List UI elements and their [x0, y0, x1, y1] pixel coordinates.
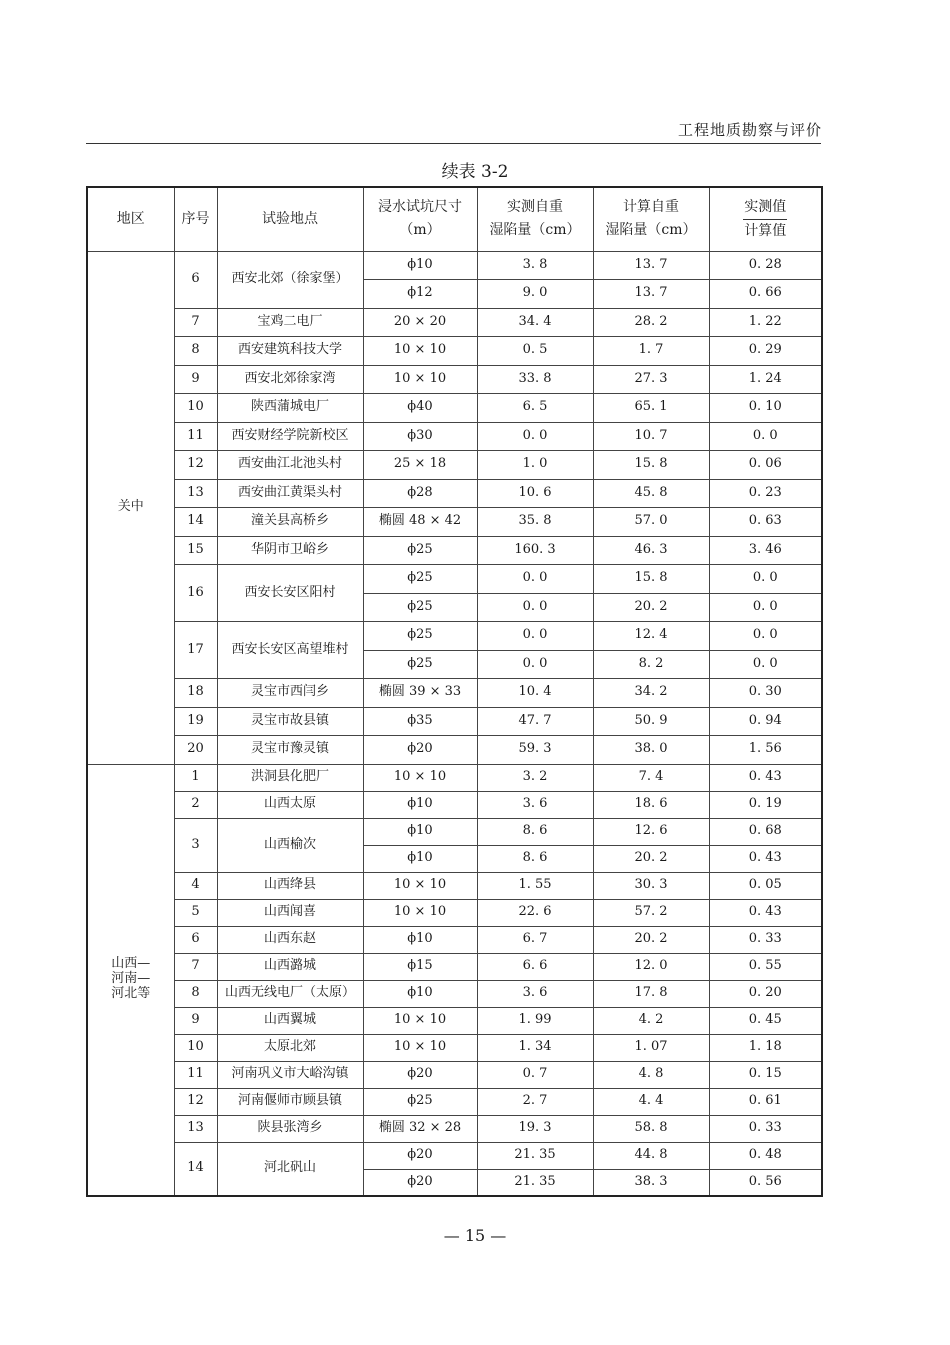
table-row — [87, 422, 822, 451]
site-cell: 西安财经学院新校区 — [217, 422, 363, 451]
seq-cell: 12 — [174, 1088, 217, 1115]
site-cell: 宝鸡二电厂 — [217, 308, 363, 337]
table-row — [87, 1007, 822, 1034]
ratio-cell: 0. 56 — [709, 1169, 822, 1196]
calculated-cell: 10. 7 — [593, 422, 709, 451]
table-row — [87, 980, 822, 1007]
table-row — [87, 1061, 822, 1088]
calculated-cell: 30. 3 — [593, 872, 709, 899]
site-cell: 陕西蒲城电厂 — [217, 394, 363, 423]
seq-cell: 18 — [174, 679, 217, 708]
site-cell: 河北矾山 — [217, 1142, 363, 1196]
seq-cell: 9 — [174, 1007, 217, 1034]
pit-size-cell: ϕ25 — [363, 565, 477, 594]
pit-size-cell: ϕ25 — [363, 650, 477, 679]
seq-cell: 17 — [174, 622, 217, 679]
calculated-cell: 65. 1 — [593, 394, 709, 423]
pit-size-line2: （m） — [399, 222, 441, 239]
ratio-cell: 0. 45 — [709, 1007, 822, 1034]
calculated-cell: 12. 6 — [593, 818, 709, 845]
calculated-cell: 27. 3 — [593, 365, 709, 394]
site-cell: 西安长安区阳村 — [217, 565, 363, 622]
calculated-cell: 20. 2 — [593, 845, 709, 872]
ratio-cell: 0. 43 — [709, 764, 822, 791]
measured-cell: 1. 34 — [477, 1034, 593, 1061]
col-header-site: 试验地点 — [217, 187, 363, 251]
seq-cell: 11 — [174, 1061, 217, 1088]
running-header: 工程地质勘察与评价 — [677, 121, 822, 139]
seq-cell: 8 — [174, 980, 217, 1007]
calculated-cell: 46. 3 — [593, 536, 709, 565]
seq-cell: 2 — [174, 791, 217, 818]
col-header-measured — [477, 187, 593, 251]
pit-size-cell: 椭圆 39 × 33 — [363, 679, 477, 708]
calculated-cell: 7. 4 — [593, 764, 709, 791]
measured-cell: 6. 7 — [477, 926, 593, 953]
seq-cell: 9 — [174, 365, 217, 394]
table-row — [87, 565, 822, 594]
measured-cell: 10. 4 — [477, 679, 593, 708]
calculated-cell: 57. 0 — [593, 508, 709, 537]
ratio-cell: 0. 61 — [709, 1088, 822, 1115]
pit-size-cell: ϕ25 — [363, 622, 477, 651]
pit-size-cell: 椭圆 48 × 42 — [363, 508, 477, 537]
ratio-cell: 0. 0 — [709, 650, 822, 679]
measured-cell: 3. 6 — [477, 980, 593, 1007]
ratio-denominator: 计算值 — [744, 222, 787, 239]
region-cell — [87, 251, 174, 764]
table-row — [87, 479, 822, 508]
measured-cell: 47. 7 — [477, 707, 593, 736]
measured-cell: 10. 6 — [477, 479, 593, 508]
calculated-line2: 湿陷量（cm） — [605, 222, 697, 239]
site-cell: 山西潞城 — [217, 953, 363, 980]
measured-cell: 3. 8 — [477, 251, 593, 280]
measured-cell: 8. 6 — [477, 818, 593, 845]
ratio-fraction — [743, 196, 787, 243]
ratio-cell: 0. 28 — [709, 251, 822, 280]
ratio-cell: 0. 20 — [709, 980, 822, 1007]
seq-cell: 7 — [174, 308, 217, 337]
measured-cell: 3. 6 — [477, 791, 593, 818]
ratio-cell: 0. 05 — [709, 872, 822, 899]
measured-cell: 8. 6 — [477, 845, 593, 872]
site-cell: 山西闻喜 — [217, 899, 363, 926]
seq-cell: 15 — [174, 536, 217, 565]
pit-size-cell: ϕ40 — [363, 394, 477, 423]
pit-size-cell: ϕ15 — [363, 953, 477, 980]
table-row — [87, 622, 822, 651]
table-row — [87, 1115, 822, 1142]
site-cell: 河南巩义市大峪沟镇 — [217, 1061, 363, 1088]
table-row — [87, 953, 822, 980]
pit-size-cell: ϕ10 — [363, 791, 477, 818]
table-row — [87, 536, 822, 565]
calculated-cell: 45. 8 — [593, 479, 709, 508]
seq-cell: 19 — [174, 707, 217, 736]
calculated-cell: 17. 8 — [593, 980, 709, 1007]
seq-cell: 20 — [174, 736, 217, 765]
measured-cell: 35. 8 — [477, 508, 593, 537]
measured-line2: 湿陷量（cm） — [489, 222, 581, 239]
measured-cell: 0. 0 — [477, 622, 593, 651]
calculated-cell: 44. 8 — [593, 1142, 709, 1169]
calculated-cell: 1. 07 — [593, 1034, 709, 1061]
site-cell: 山西东赵 — [217, 926, 363, 953]
table-row — [87, 899, 822, 926]
measured-cell: 0. 0 — [477, 422, 593, 451]
calculated-cell: 20. 2 — [593, 926, 709, 953]
ratio-cell: 0. 29 — [709, 337, 822, 366]
pit-size-cell: ϕ25 — [363, 536, 477, 565]
pit-size-cell: ϕ10 — [363, 251, 477, 280]
measured-cell: 22. 6 — [477, 899, 593, 926]
measured-cell: 160. 3 — [477, 536, 593, 565]
region-label: 河南— — [111, 971, 151, 987]
site-cell: 灵宝市故县镇 — [217, 707, 363, 736]
pit-size-cell: ϕ10 — [363, 926, 477, 953]
pit-size-cell: 10 × 10 — [363, 872, 477, 899]
table-row — [87, 394, 822, 423]
ratio-cell: 0. 33 — [709, 926, 822, 953]
table-row — [87, 679, 822, 708]
table-row — [87, 337, 822, 366]
site-cell: 西安长安区高望堆村 — [217, 622, 363, 679]
pit-size-line1: 浸水试坑尺寸 — [378, 199, 462, 216]
site-cell: 山西翼城 — [217, 1007, 363, 1034]
table-row — [87, 764, 822, 791]
calculated-cell: 12. 0 — [593, 953, 709, 980]
seq-cell: 10 — [174, 1034, 217, 1061]
table-row — [87, 1088, 822, 1115]
ratio-cell: 0. 66 — [709, 280, 822, 309]
calculated-cell: 34. 2 — [593, 679, 709, 708]
region-label: 关中 — [117, 499, 144, 515]
seq-cell: 13 — [174, 479, 217, 508]
seq-cell: 8 — [174, 337, 217, 366]
calculated-line1: 计算自重 — [623, 199, 679, 216]
ratio-cell: 0. 23 — [709, 479, 822, 508]
seq-cell: 5 — [174, 899, 217, 926]
table-row — [87, 1142, 822, 1169]
site-cell: 太原北郊 — [217, 1034, 363, 1061]
ratio-cell: 1. 24 — [709, 365, 822, 394]
col-header-seq: 序号 — [174, 187, 217, 251]
measured-cell: 0. 5 — [477, 337, 593, 366]
table-row — [87, 818, 822, 845]
ratio-cell: 0. 43 — [709, 845, 822, 872]
pit-size-cell: ϕ30 — [363, 422, 477, 451]
ratio-cell: 0. 55 — [709, 953, 822, 980]
measured-cell: 0. 0 — [477, 650, 593, 679]
table-row — [87, 365, 822, 394]
pit-size-cell: 10 × 10 — [363, 337, 477, 366]
measured-cell: 34. 4 — [477, 308, 593, 337]
ratio-cell: 0. 30 — [709, 679, 822, 708]
measured-cell: 3. 2 — [477, 764, 593, 791]
ratio-cell: 1. 22 — [709, 308, 822, 337]
table-row — [87, 508, 822, 537]
table-row — [87, 251, 822, 280]
pit-size-cell: ϕ20 — [363, 736, 477, 765]
table-row — [87, 451, 822, 480]
header-rule — [86, 143, 821, 144]
seq-cell: 12 — [174, 451, 217, 480]
calculated-cell: 15. 8 — [593, 565, 709, 594]
measured-cell: 6. 5 — [477, 394, 593, 423]
table-row — [87, 926, 822, 953]
measured-cell: 1. 55 — [477, 872, 593, 899]
ratio-numerator: 实测值 — [743, 196, 787, 220]
seq-cell: 13 — [174, 1115, 217, 1142]
pit-size-cell: ϕ10 — [363, 980, 477, 1007]
calculated-cell: 4. 8 — [593, 1061, 709, 1088]
measured-cell: 21. 35 — [477, 1169, 593, 1196]
measured-cell: 59. 3 — [477, 736, 593, 765]
seq-cell: 10 — [174, 394, 217, 423]
seq-cell: 16 — [174, 565, 217, 622]
table-row — [87, 308, 822, 337]
calculated-cell: 58. 8 — [593, 1115, 709, 1142]
measured-cell: 1. 0 — [477, 451, 593, 480]
calculated-cell: 12. 4 — [593, 622, 709, 651]
col-header-region: 地区 — [87, 187, 174, 251]
table-row — [87, 1034, 822, 1061]
site-cell: 陕县张湾乡 — [217, 1115, 363, 1142]
table-row — [87, 872, 822, 899]
pit-size-cell: ϕ28 — [363, 479, 477, 508]
site-cell: 灵宝市西闫乡 — [217, 679, 363, 708]
site-cell: 西安曲江北池头村 — [217, 451, 363, 480]
pit-size-cell: ϕ20 — [363, 1142, 477, 1169]
seq-cell: 7 — [174, 953, 217, 980]
measured-cell: 2. 7 — [477, 1088, 593, 1115]
ratio-cell: 0. 68 — [709, 818, 822, 845]
ratio-cell: 0. 10 — [709, 394, 822, 423]
site-cell: 河南偃师市顾县镇 — [217, 1088, 363, 1115]
pit-size-cell: ϕ12 — [363, 280, 477, 309]
site-cell: 山西绛县 — [217, 872, 363, 899]
ratio-cell: 0. 48 — [709, 1142, 822, 1169]
measured-cell: 9. 0 — [477, 280, 593, 309]
region-cell — [87, 764, 174, 1196]
site-cell: 山西无线电厂（太原） — [217, 980, 363, 1007]
ratio-cell: 0. 06 — [709, 451, 822, 480]
ratio-cell: 0. 0 — [709, 422, 822, 451]
region-label: 山西— — [111, 956, 151, 972]
ratio-cell: 0. 94 — [709, 707, 822, 736]
calculated-cell: 38. 0 — [593, 736, 709, 765]
ratio-cell: 1. 18 — [709, 1034, 822, 1061]
calculated-cell: 38. 3 — [593, 1169, 709, 1196]
ratio-cell: 0. 15 — [709, 1061, 822, 1088]
table-row — [87, 707, 822, 736]
pit-size-cell: 10 × 10 — [363, 1007, 477, 1034]
site-cell: 西安北郊徐家湾 — [217, 365, 363, 394]
measured-cell: 1. 99 — [477, 1007, 593, 1034]
pit-size-cell: ϕ25 — [363, 593, 477, 622]
pit-size-cell: 10 × 10 — [363, 899, 477, 926]
pit-size-cell: ϕ25 — [363, 1088, 477, 1115]
calculated-cell: 57. 2 — [593, 899, 709, 926]
calculated-cell: 4. 2 — [593, 1007, 709, 1034]
pit-size-cell: 25 × 18 — [363, 451, 477, 480]
table-row — [87, 791, 822, 818]
ratio-cell: 0. 19 — [709, 791, 822, 818]
pit-size-cell: 10 × 10 — [363, 764, 477, 791]
pit-size-cell: 10 × 10 — [363, 1034, 477, 1061]
measured-cell: 33. 8 — [477, 365, 593, 394]
calculated-cell: 4. 4 — [593, 1088, 709, 1115]
site-cell: 山西榆次 — [217, 818, 363, 872]
measured-cell: 0. 7 — [477, 1061, 593, 1088]
ratio-cell: 0. 0 — [709, 593, 822, 622]
seq-cell: 11 — [174, 422, 217, 451]
ratio-cell: 0. 63 — [709, 508, 822, 537]
measured-cell: 19. 3 — [477, 1115, 593, 1142]
seq-cell: 1 — [174, 764, 217, 791]
site-cell: 西安建筑科技大学 — [217, 337, 363, 366]
calculated-cell: 13. 7 — [593, 280, 709, 309]
ratio-cell: 0. 43 — [709, 899, 822, 926]
calculated-cell: 1. 7 — [593, 337, 709, 366]
calculated-cell: 18. 6 — [593, 791, 709, 818]
pit-size-cell: 20 × 20 — [363, 308, 477, 337]
calculated-cell: 28. 2 — [593, 308, 709, 337]
seq-cell: 3 — [174, 818, 217, 872]
calculated-cell: 13. 7 — [593, 251, 709, 280]
col-header-ratio — [709, 187, 822, 251]
site-cell: 洪洞县化肥厂 — [217, 764, 363, 791]
site-cell: 潼关县高桥乡 — [217, 508, 363, 537]
seq-cell: 14 — [174, 508, 217, 537]
pit-size-cell: ϕ20 — [363, 1169, 477, 1196]
site-cell: 华阴市卫峪乡 — [217, 536, 363, 565]
ratio-cell: 1. 56 — [709, 736, 822, 765]
site-cell: 山西太原 — [217, 791, 363, 818]
seq-cell: 14 — [174, 1142, 217, 1196]
calculated-cell: 8. 2 — [593, 650, 709, 679]
seq-cell: 4 — [174, 872, 217, 899]
pit-size-cell: ϕ20 — [363, 1061, 477, 1088]
pit-size-cell: 椭圆 32 × 28 — [363, 1115, 477, 1142]
page-number: — 15 — — [443, 1226, 507, 1245]
measured-cell: 0. 0 — [477, 565, 593, 594]
data-table — [86, 186, 823, 1197]
measured-line1: 实测自重 — [507, 199, 563, 216]
calculated-cell: 50. 9 — [593, 707, 709, 736]
calculated-cell: 15. 8 — [593, 451, 709, 480]
seq-cell: 6 — [174, 926, 217, 953]
measured-cell: 0. 0 — [477, 593, 593, 622]
col-header-calculated — [593, 187, 709, 251]
table-row — [87, 736, 822, 765]
seq-cell: 6 — [174, 251, 217, 308]
ratio-cell: 0. 0 — [709, 622, 822, 651]
col-header-pit-size — [363, 187, 477, 251]
table-caption: 续表 3-2 — [441, 162, 509, 182]
pit-size-cell: 10 × 10 — [363, 365, 477, 394]
pit-size-cell: ϕ10 — [363, 818, 477, 845]
table-body — [87, 251, 822, 1196]
measured-cell: 21. 35 — [477, 1142, 593, 1169]
pit-size-cell: ϕ35 — [363, 707, 477, 736]
calculated-cell: 20. 2 — [593, 593, 709, 622]
site-cell: 灵宝市豫灵镇 — [217, 736, 363, 765]
region-label: 河北等 — [111, 986, 151, 1002]
header-row — [87, 187, 822, 251]
ratio-cell: 3. 46 — [709, 536, 822, 565]
pit-size-cell: ϕ10 — [363, 845, 477, 872]
site-cell: 西安曲江黄渠头村 — [217, 479, 363, 508]
site-cell: 西安北郊（徐家堡） — [217, 251, 363, 308]
ratio-cell: 0. 33 — [709, 1115, 822, 1142]
ratio-cell: 0. 0 — [709, 565, 822, 594]
measured-cell: 6. 6 — [477, 953, 593, 980]
